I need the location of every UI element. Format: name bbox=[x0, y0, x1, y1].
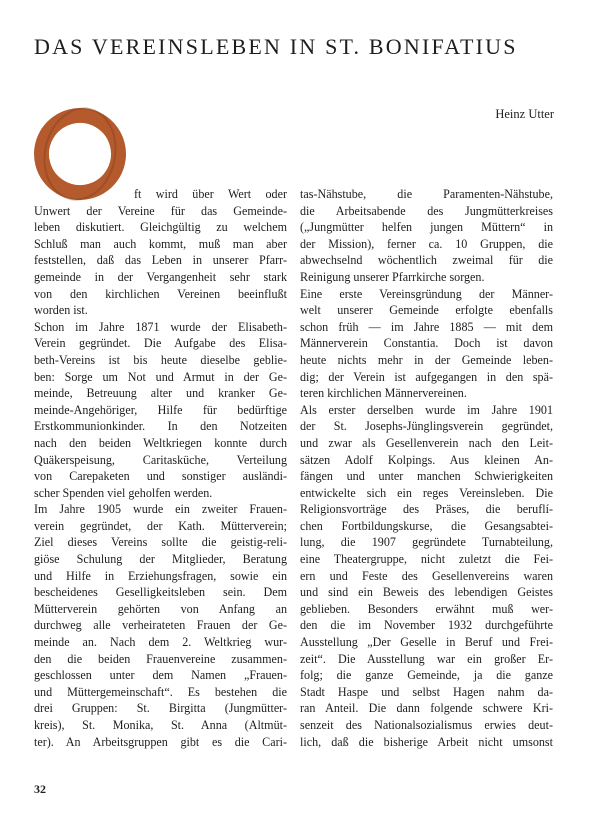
text-line: Ziel dieses Vereins sollte die geistig-reli- bbox=[34, 535, 287, 550]
text-line: und Müttergemeinschaft“. Es bestehen die bbox=[34, 684, 287, 699]
text-line: ter). An Arbeitsgruppen gibt es die Cari- bbox=[34, 734, 287, 749]
left-column bbox=[34, 186, 287, 750]
author-name: Heinz Utter bbox=[495, 107, 554, 121]
text-line: beth-Vereins ist bis heute dieselbe geblie- bbox=[34, 352, 287, 367]
text-line: verein gegründet, der Kath. Mütterverein; bbox=[34, 518, 287, 533]
text-line: Ausstellung „Der Geselle in Beruf und Frei- bbox=[300, 635, 553, 650]
text-line: dig; der Verein ist aufgegangen in den spä- bbox=[300, 369, 553, 384]
text-line: scher Spenden viel geholfen werden. bbox=[34, 485, 213, 500]
text-line: Verein gegründet. Die Aufgabe des Elisa- bbox=[34, 336, 287, 351]
text-line: Schon im Jahre 1871 wurde der Elisabeth- bbox=[34, 319, 287, 334]
page-number: 32 bbox=[34, 782, 46, 796]
text-line: gemeinde in der Vergangenheit sehr stark bbox=[34, 269, 287, 284]
text-line: Religionsvorträge des Präses, die beruflí- bbox=[300, 502, 553, 517]
text-line: den die im November 1932 durchgeführte bbox=[300, 618, 553, 633]
text-line: zeit“. Die Ausstellung war ein großer Er- bbox=[300, 651, 553, 666]
text-line: teren kirchlichen Männervereinen. bbox=[300, 386, 467, 401]
text-line: Schluß man auch kommt, muß man aber bbox=[34, 236, 287, 251]
text-line: lich, daß die bisherige Arbeit nicht umsonst bbox=[300, 734, 553, 749]
text-line: bescheidenes Geselligkeitsleben sein. Dem bbox=[34, 585, 287, 600]
text-line: tas-Nähstube, die Paramenten-Nähstube, bbox=[300, 187, 553, 201]
text-line: ben: Sorge um Not und Armut in der Ge- bbox=[34, 369, 287, 384]
page-title: DAS VEREINSLEBEN IN ST. BONIFATIUS bbox=[34, 34, 518, 59]
text-line: sätzen Adolf Kolpings. Aus kleinen An- bbox=[300, 452, 553, 467]
text-line: Im Jahre 1905 wurde ein zweiter Frauen- bbox=[34, 502, 287, 517]
text-line: von Carepaketen und sonstiger ausländi- bbox=[34, 469, 287, 484]
text-line: („Jungmütter helfen jungen Müttern“ in bbox=[300, 220, 553, 235]
text-line: Unwert der Vereine für das Gemeinde- bbox=[34, 203, 287, 218]
text-line: entwickelte sich ein reges Vereinsleben. Die bbox=[300, 485, 553, 500]
text-line: den die beiden Frauenvereine zusammen- bbox=[34, 651, 287, 666]
text-line: abwechselnd wöchentlich zweimal für die bbox=[300, 253, 553, 268]
text-line: ern und Feste des Gesellenvereins waren bbox=[300, 568, 553, 583]
text-line: eine Theatergruppe, nicht zuletzt die Fei- bbox=[300, 552, 553, 567]
text-line: Erstkommunionkinder. In den Notzeiten bbox=[34, 419, 287, 434]
text-line: Stadt Haspe und selbst Hagen nahm da- bbox=[300, 684, 553, 699]
text-line: und sind ein Beweis des lebendigen Geistes bbox=[300, 585, 553, 600]
text-line: ft wird über Wert oder bbox=[134, 187, 287, 201]
text-line: schon früh — im Jahre 1885 — mit dem bbox=[300, 319, 553, 334]
text-line: meinde-Angehöriger, Hilfe für bedürftige bbox=[34, 402, 287, 417]
text-line: ran Anteil. Die dann folgende schwere Kri- bbox=[300, 701, 553, 716]
text-line: Quäkerspeisung, Caritasküche, Verteilung bbox=[34, 452, 287, 467]
text-line: leben diskutiert. Gleichgültig zu welchem bbox=[34, 220, 287, 235]
text-line: Reinigung unserer Pfarrkirche sorgen. bbox=[300, 269, 485, 284]
text-line: und zwar als Gesellenverein nach den Leit- bbox=[300, 435, 553, 450]
text-line: giöse Schulung der Mitglieder, Beratung bbox=[34, 552, 287, 567]
text-line: die Arbeitsabende des Jungmütterkreises bbox=[300, 203, 553, 218]
text-line: fängen und unter manchen Schwierigkeiten bbox=[300, 469, 553, 484]
text-line: Mütterverein gehörten von Anfang an bbox=[34, 601, 287, 616]
text-line: nach den beiden Weltkriegen konnte durch bbox=[34, 435, 287, 450]
text-line: der Mission), ferner ca. 10 Gruppen, die bbox=[300, 236, 553, 251]
text-line: kreis), St. Monika, St. Anna (Altmüt- bbox=[34, 718, 287, 732]
text-line: von den kirchlichen Vereinen beeinflußt bbox=[34, 286, 287, 301]
text-line: feststellen, daß das Leben in unserer Pfarr- bbox=[34, 253, 287, 268]
text-line: der St. Josephs-Jünglingsverein gegründet, bbox=[300, 419, 553, 434]
text-line: geschlossen unter dem Namen „Frauen- bbox=[34, 668, 287, 683]
text-line: senzeit des Nationalsozialismus erwies deut- bbox=[300, 718, 553, 732]
text-line: meinde an. Nach dem 2. Weltkrieg wur- bbox=[34, 635, 287, 650]
text-line: heute nichts mehr in der Gemeinde leben- bbox=[300, 352, 553, 367]
text-line: Männerverein Constantia. Doch ist davon bbox=[300, 336, 553, 351]
text-line: durchweg alle verheirateten Frauen der Ge- bbox=[34, 618, 287, 633]
text-line: welt unserer Gemeinde erfolgte ebenfalls bbox=[300, 303, 553, 318]
text-line: meinde, Betreuung alter und kranker Ge- bbox=[34, 386, 287, 401]
text-line: drei Gruppen: St. Birgitta (Jungmütter- bbox=[34, 701, 287, 716]
text-line: geblieben. Besonders erwähnt muß wer- bbox=[300, 601, 553, 616]
text-line: chen Fortbildungskurse, die Gesangsabtei- bbox=[300, 518, 553, 533]
text-line: und Hilfe in Erziehungsfragen, sowie ein bbox=[34, 568, 287, 583]
text-line: lung, die 1907 gegründete Turnabteilung, bbox=[300, 535, 553, 550]
right-column bbox=[300, 186, 553, 750]
text-line: folg; die ganze Gemeinde, ja die ganze bbox=[300, 668, 553, 683]
text-line: Als erster derselben wurde im Jahre 1901 bbox=[300, 402, 553, 417]
text-line: Eine erste Vereinsgründung der Männer- bbox=[300, 286, 553, 301]
text-line: worden ist. bbox=[34, 303, 88, 318]
